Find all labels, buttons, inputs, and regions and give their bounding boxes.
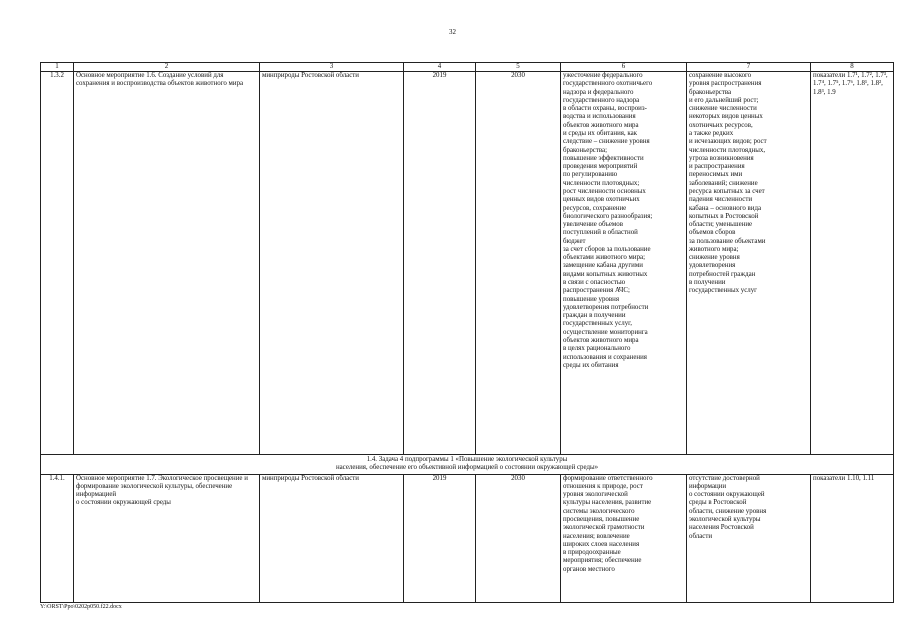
start-year: 2019 bbox=[404, 72, 476, 455]
measure-name: Основное мероприятие 1.7. Экологическое просвещение и формирование экологической культуры, обеспечение информацией о состоянии окружающей среды bbox=[74, 474, 260, 602]
results: сохранение высокого уровня распространения браконьерства и его дальнейший рост; снижение численности некоторых видов ценных охотничьих ресурсов, а также редких и исчезающих видов; рост численности плотоядных, угроза возникновения и распространения переносимых ими заболеваний; снижение ресурса копытных за счет падения численности кабана – основного вида копытных в Ростовской области; уменьшение объемов сборов за пользование объектами животного мира; снижение уровня удовлетворения потребностей граждан в получении государственных услуг bbox=[687, 72, 811, 455]
page-number: 32 bbox=[449, 28, 456, 36]
end-year: 2030 bbox=[476, 474, 561, 602]
table-row bbox=[41, 474, 894, 602]
results: отсутствие достоверной информации о состоянии окружающей среды в Ростовской области, снижение уровня экологической культуры населения Ростовской области bbox=[687, 474, 811, 602]
program-table bbox=[40, 62, 894, 603]
header-cell: 6 bbox=[561, 63, 687, 72]
indicators: показатели 1.7¹, 1.7², 1.7³, 1.7⁴, 1.7⁵, 1.7⁶, 1.8¹, 1.8², 1.8³, 1.9 bbox=[811, 72, 894, 455]
end-year: 2030 bbox=[476, 72, 561, 455]
task-title: 1.4. Задача 4 подпрограммы 1 «Повышение экологической культуры населения, обеспечение его объективной информацией о состоянии окружающей среды» bbox=[41, 455, 894, 475]
header-cell: 3 bbox=[260, 63, 404, 72]
file-path-footer: Y:\ORST\Ppo\0202p050.f22.docx bbox=[40, 604, 122, 610]
measure-name: Основное мероприятие 1.6. Создание условий для сохранения и воспроизводства объектов животного мира bbox=[74, 72, 260, 455]
row-number: 1.4.1. bbox=[41, 474, 74, 602]
start-year: 2019 bbox=[404, 474, 476, 602]
header-cell: 2 bbox=[74, 63, 260, 72]
header-cell: 4 bbox=[404, 63, 476, 72]
header-cell: 1 bbox=[41, 63, 74, 72]
table-header-row bbox=[41, 63, 894, 72]
header-cell: 7 bbox=[687, 63, 811, 72]
executor: минприроды Ростовской области bbox=[260, 474, 404, 602]
executor: минприроды Ростовской области bbox=[260, 72, 404, 455]
task-row bbox=[41, 455, 894, 475]
consequences: формирование ответственного отношения к природе, рост уровня экологической культуры населения, развитие системы экологического просвещения, повышение экологической грамотности населения; вовлечение широких слоев населения в природоохранные мероприятия; обеспечение органов местного bbox=[561, 474, 687, 602]
row-number: 1.3.2 bbox=[41, 72, 74, 455]
header-cell: 8 bbox=[811, 63, 894, 72]
table-row bbox=[41, 72, 894, 455]
indicators: показатели 1.10, 1.11 bbox=[811, 474, 894, 602]
header-cell: 5 bbox=[476, 63, 561, 72]
consequences: ужесточение федерального государственного охотничьего надзора и федерального государственного надзора в области охраны, воспроиз- водства и использования объектов животного мира и среды их обитания, как следствие – снижение уровня браконьерства; повышение эффективности проведения мероприятий по регулированию численности плотоядных; рост численности основных ценных видов охотничьих ресурсов, сохранение биологического разнообразия; увеличение объемов поступлений в областной бюджет за счет сборов за пользование объектами животного мира; замещение кабана другими видами копытных животных в связи с опасностью распространения АЧС; повышение уровня удовлетворения потребности граждан в получении государственных услуг, осуществление мониторинга объектов животного мира в целях рационального использования и сохранения среды их обитания bbox=[561, 72, 687, 455]
